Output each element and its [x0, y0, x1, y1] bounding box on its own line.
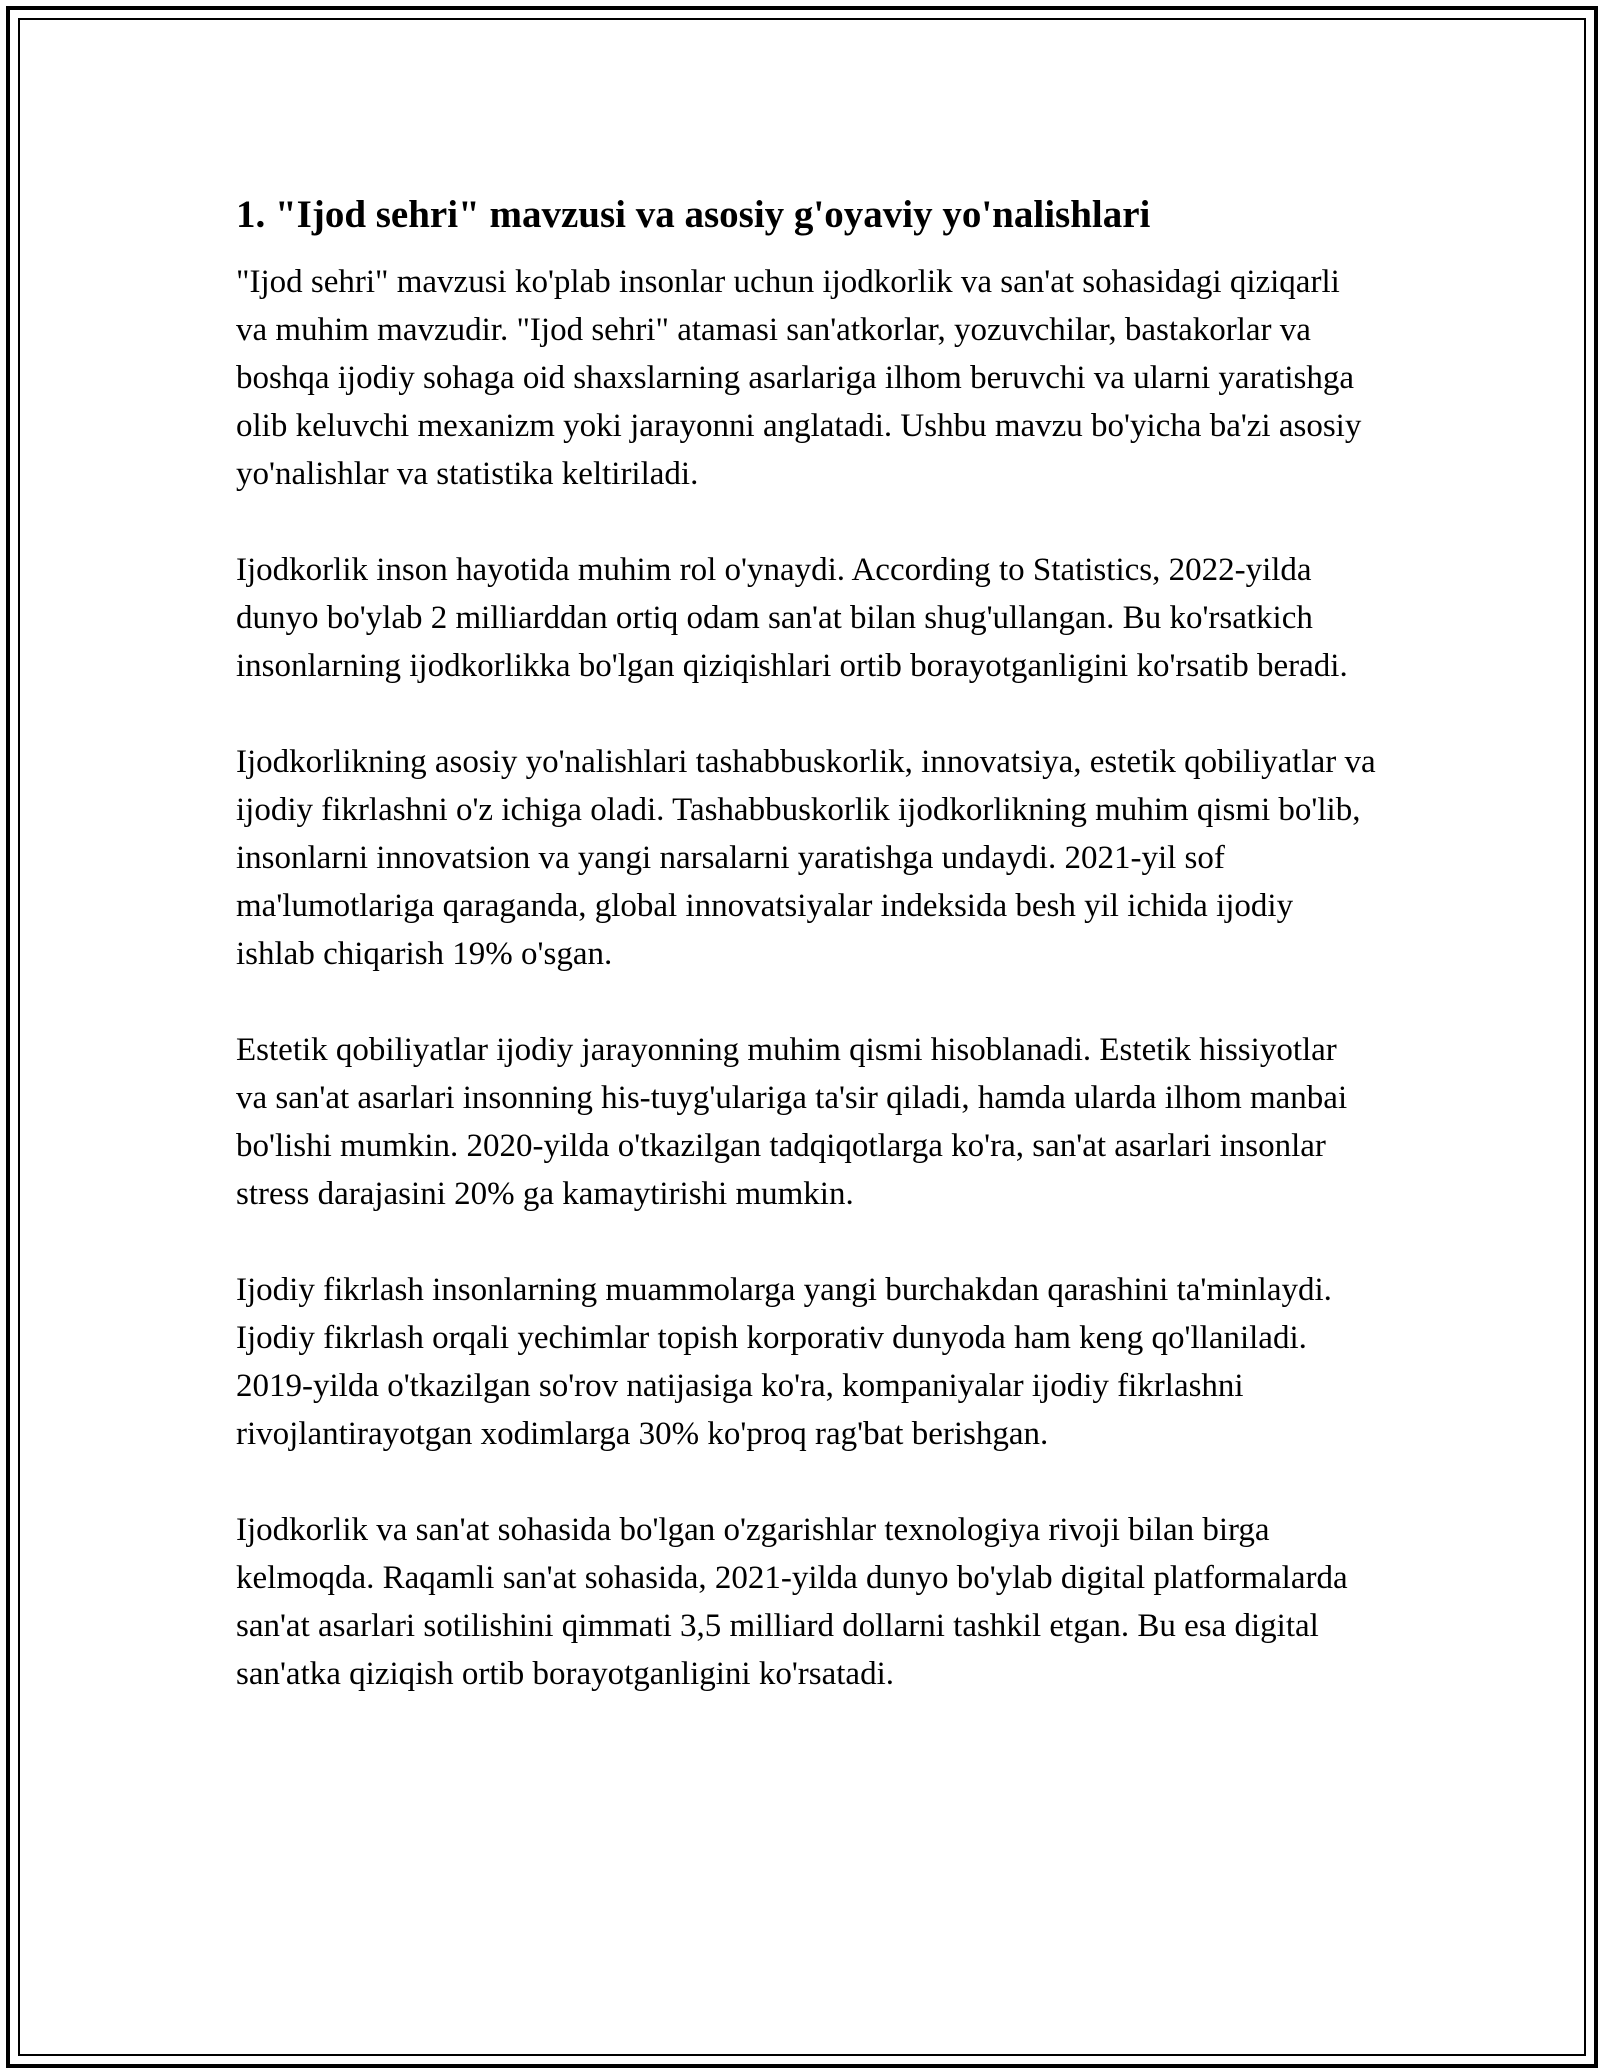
document-body: [236, 192, 1376, 1746]
paragraph-aesthetic-abilities: Estetik qobiliyatlar ijodiy jarayonning muhim qismi hisoblanadi. Estetik hissiyotlar va san'at asarlari insonning his-tuyg'ulariga ta'sir qiladi, hamda ularda ilhom manbai bo'lishi mumkin. 2020-yilda o'tkazilgan tadqiqotlarga ko'ra, san'at asarlari insonlar stress darajasini 20% ga kamaytirishi mumkin.: [236, 1032, 1348, 1212]
paragraph-intro: "Ijod sehri" mavzusi ko'plab insonlar uchun ijodkorlik va san'at sohasidagi qiziqarli va muhim mavzudir. "Ijod sehri" atamasi san'atkorlar, yozuvchilar, bastakorlar va boshqa ijodiy sohaga oid shaxslarning asarlariga ilhom beruvchi va ularni yaratishga olib keluvchi mexanizm yoki jarayonni anglatadi. Ushbu mavzu bo'yicha ba'zi asosiy yo'nalishlar va statistika keltiriladi.: [236, 264, 1362, 492]
section-heading: 1. "Ijod sehri" mavzusi va asosiy g'oyaviy yo'nalishlari: [236, 193, 1151, 236]
paragraph-role-of-creativity: Ijodkorlik inson hayotida muhim rol o'ynaydi. According to Statistics, 2022-yilda dunyo bo'ylab 2 milliarddan ortiq odam san'at bilan shug'ullangan. Bu ko'rsatkich insonlarning ijodkorlikka bo'lgan qiziqishlari ortib borayotganligini ko'rsatib beradi.: [236, 552, 1348, 684]
paragraph-digital-art: Ijodkorlik va san'at sohasida bo'lgan o'zgarishlar texnologiya rivoji bilan birga kelmoqda. Raqamli san'at sohasida, 2021-yilda dunyo bo'ylab digital platformalarda san'at asarlari sotilishini qimmati 3,5 milliard dollarni tashkil etgan. Bu esa digital san'atka qiziqish ortib borayotganligini ko'rsatadi.: [236, 1512, 1348, 1692]
paragraph-creative-thinking: Ijodiy fikrlash insonlarning muammolarga yangi burchakdan qarashini ta'minlaydi. Ijodiy fikrlash orqali yechimlar topish korporativ dunyoda ham keng qo'llaniladi. 2019-yilda o'tkazilgan so'rov natijasiga ko'ra, kompaniyalar ijodiy fikrlashni rivojlantirayotgan xodimlarga 30% ko'proq rag'bat berishgan.: [236, 1272, 1332, 1452]
paragraph-main-directions: Ijodkorlikning asosiy yo'nalishlari tashabbuskorlik, innovatsiya, estetik qobiliyatlar va ijodiy fikrlashni o'z ichiga oladi. Tashabbuskorlik ijodkorlikning muhim qismi bo'lib, insonlarni innovatsion va yangi narsalarni yaratishga undaydi. 2021-yil sof ma'lumotlariga qaraganda, global innovatsiyalar indeksida besh yil ichida ijodiy ishlab chiqarish 19% o'sgan.: [236, 744, 1376, 972]
